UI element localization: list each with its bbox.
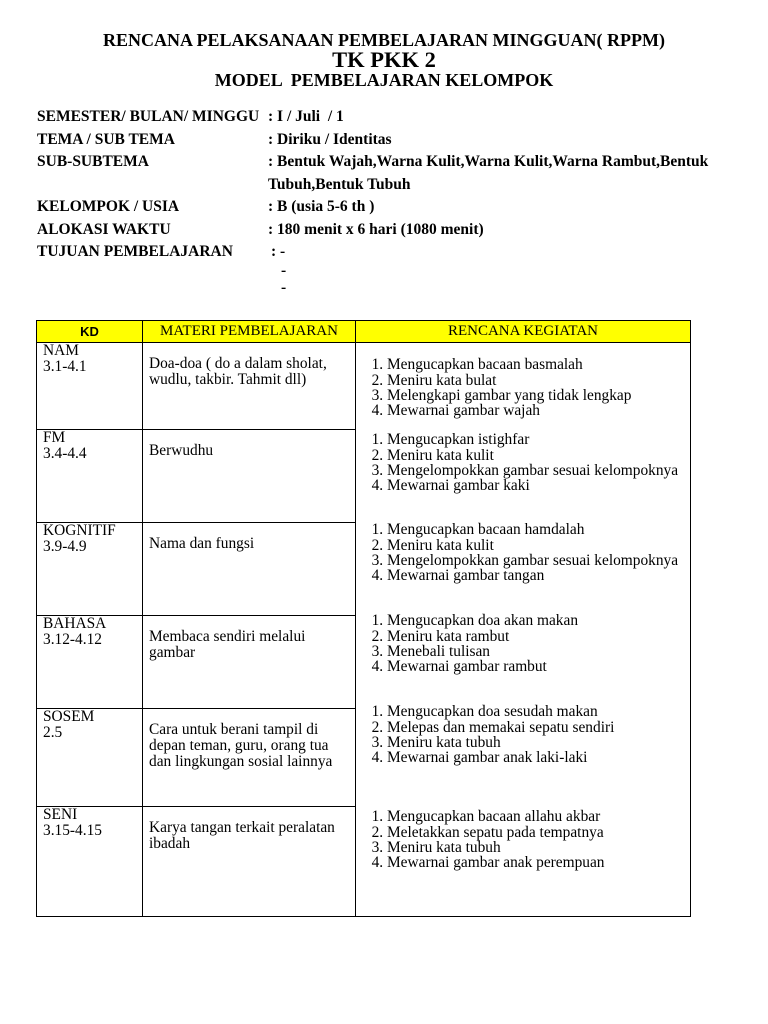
materi-text: Doa-doa ( do a dalam sholat, wudlu, takbir. Tahmit dll) bbox=[149, 355, 327, 388]
kegiatan-item: 3. Melengkapi gambar yang tidak lengkap bbox=[387, 388, 690, 403]
info-value: : B (usia 5-6 th ) bbox=[268, 198, 375, 215]
table-row bbox=[37, 709, 356, 807]
kd-cell bbox=[37, 430, 143, 522]
kd-code: 3.15-4.15 bbox=[43, 821, 102, 839]
kd-code: 3.1-4.1 bbox=[43, 357, 87, 375]
kegiatan-item: 1. Mengucapkan doa akan makan bbox=[387, 613, 690, 628]
kegiatan-list bbox=[356, 704, 690, 765]
kegiatan-item: 4. Mewarnai gambar kaki bbox=[387, 478, 690, 493]
materi-cell bbox=[143, 616, 356, 708]
tujuan-extra-line: - bbox=[281, 261, 287, 279]
kegiatan-list bbox=[356, 357, 690, 418]
materi-cell bbox=[143, 343, 356, 429]
materi-cell bbox=[143, 430, 356, 522]
kegiatan-item: 4. Mewarnai gambar rambut bbox=[387, 659, 690, 674]
table-row bbox=[37, 807, 356, 916]
kegiatan-item: 1. Mengucapkan istighfar bbox=[387, 432, 690, 447]
tujuan-extra-lines bbox=[281, 262, 737, 296]
kd-area: FM bbox=[43, 429, 66, 446]
kd-cell bbox=[37, 709, 143, 806]
materi-text: Karya tangan terkait peralatan ibadah bbox=[149, 819, 335, 852]
kegiatan-item: 1. Mengucapkan bacaan allahu akbar bbox=[387, 809, 690, 824]
kegiatan-item: 1. Mengucapkan doa sesudah makan bbox=[387, 704, 690, 719]
kegiatan-item: 2. Meniru kata rambut bbox=[387, 629, 690, 644]
kegiatan-item: 2. Meniru kata kulit bbox=[387, 538, 690, 553]
table-row bbox=[37, 343, 356, 430]
table-row bbox=[37, 523, 356, 616]
info-label: TUJUAN PEMBELAJARAN bbox=[37, 243, 233, 260]
materi-text: Berwudhu bbox=[149, 442, 214, 459]
kegiatan-item: 2. Meniru kata kulit bbox=[387, 448, 690, 463]
kd-code: 3.4-4.4 bbox=[43, 444, 87, 462]
header-kd: KD bbox=[37, 321, 143, 342]
info-label: SEMESTER/ BULAN/ MINGGU bbox=[37, 108, 260, 125]
info-label: KELOMPOK / USIA bbox=[37, 198, 180, 215]
materi-cell bbox=[143, 807, 356, 916]
kd-area: KOGNITIF bbox=[43, 522, 116, 539]
header-kegiatan: RENCANA KEGIATAN bbox=[447, 323, 599, 339]
kegiatan-item: 4. Mewarnai gambar tangan bbox=[387, 568, 690, 583]
materi-text: Nama dan fungsi bbox=[149, 535, 255, 552]
kegiatan-item: 2. Meniru kata bulat bbox=[387, 373, 690, 388]
table-row bbox=[37, 430, 356, 523]
info-row-alokasi bbox=[37, 219, 737, 242]
info-row-kelompok bbox=[37, 196, 737, 219]
kegiatan-item: 2. Meletakkan sepatu pada tempatnya bbox=[387, 825, 690, 840]
table-header-row bbox=[37, 321, 690, 343]
materi-cell bbox=[143, 709, 356, 806]
document-title: RENCANA PELAKSANAAN PEMBELAJARAN MINGGUAN( RPPM) bbox=[103, 30, 665, 50]
materi-text: Membaca sendiri melalui gambar bbox=[149, 628, 306, 661]
kd-cell bbox=[37, 616, 143, 708]
info-value: : - bbox=[271, 243, 286, 260]
materi-cell bbox=[143, 523, 356, 615]
info-value: : 180 menit x 6 hari (1080 menit) bbox=[268, 220, 484, 238]
kegiatan-item: 3. Mengelompokkan gambar sesuai kelompoknya bbox=[387, 553, 690, 568]
info-label: ALOKASI WAKTU bbox=[37, 220, 171, 238]
info-row-subsubtema bbox=[37, 151, 737, 196]
info-section bbox=[37, 106, 737, 296]
kd-area: BAHASA bbox=[43, 615, 107, 632]
kegiatan-item: 3. Meniru kata tubuh bbox=[387, 735, 690, 750]
tujuan-extra-line: - bbox=[281, 278, 287, 296]
model-title: MODEL PEMBELAJARAN KELOMPOK bbox=[214, 70, 554, 90]
kd-area: SENI bbox=[43, 806, 78, 823]
info-value: : Diriku / Identitas bbox=[268, 130, 392, 148]
kegiatan-item: 1. Mengucapkan bacaan hamdalah bbox=[387, 522, 690, 537]
kd-cell bbox=[37, 523, 143, 615]
school-name: TK PKK 2 bbox=[332, 47, 436, 72]
info-value: : Bentuk Wajah,Warna Kulit,Warna Kulit,Warna Rambut,Bentuk Tubuh,Bentuk Tubuh bbox=[268, 153, 712, 193]
info-value: : I / Juli / 1 bbox=[268, 108, 344, 125]
kd-code: 2.5 bbox=[43, 723, 63, 741]
materi-text: Cara untuk berani tampil di depan teman, guru, orang tua dan lingkungan sosial lainnya bbox=[149, 721, 333, 770]
kegiatan-item: 4. Mewarnai gambar anak laki-laki bbox=[387, 750, 690, 765]
kegiatan-list bbox=[356, 522, 690, 583]
info-row-tujuan bbox=[37, 241, 737, 264]
kegiatan-cell bbox=[356, 343, 690, 916]
kd-cell bbox=[37, 343, 143, 429]
kegiatan-list bbox=[356, 613, 690, 674]
kd-code: 3.9-4.9 bbox=[43, 537, 87, 555]
kegiatan-item: 3. Meniru kata tubuh bbox=[387, 840, 690, 855]
info-label: TEMA / SUB TEMA bbox=[37, 130, 175, 148]
info-row-semester bbox=[37, 106, 737, 129]
kd-materi-rows bbox=[37, 343, 356, 916]
kegiatan-item: 3. Menebali tulisan bbox=[387, 644, 690, 659]
info-row-tema bbox=[37, 129, 737, 152]
kd-area: NAM bbox=[43, 342, 79, 359]
info-label: SUB-SUBTEMA bbox=[37, 153, 149, 170]
kd-area: SOSEM bbox=[43, 708, 95, 725]
header-materi: MATERI PEMBELAJARAN bbox=[143, 321, 356, 342]
kegiatan-item: 2. Melepas dan memakai sepatu sendiri bbox=[387, 720, 690, 735]
kegiatan-item: 4. Mewarnai gambar anak perempuan bbox=[387, 855, 690, 870]
kegiatan-item: 1. Mengucapkan bacaan basmalah bbox=[387, 357, 690, 372]
kegiatan-list bbox=[356, 809, 690, 870]
kegiatan-item: 3. Mengelompokkan gambar sesuai kelompoknya bbox=[387, 463, 690, 478]
kegiatan-item: 4. Mewarnai gambar wajah bbox=[387, 403, 690, 418]
kd-cell bbox=[37, 807, 143, 916]
table-row bbox=[37, 616, 356, 709]
kegiatan-list bbox=[356, 432, 690, 493]
plan-table bbox=[36, 320, 691, 917]
kd-code: 3.12-4.12 bbox=[43, 630, 102, 648]
